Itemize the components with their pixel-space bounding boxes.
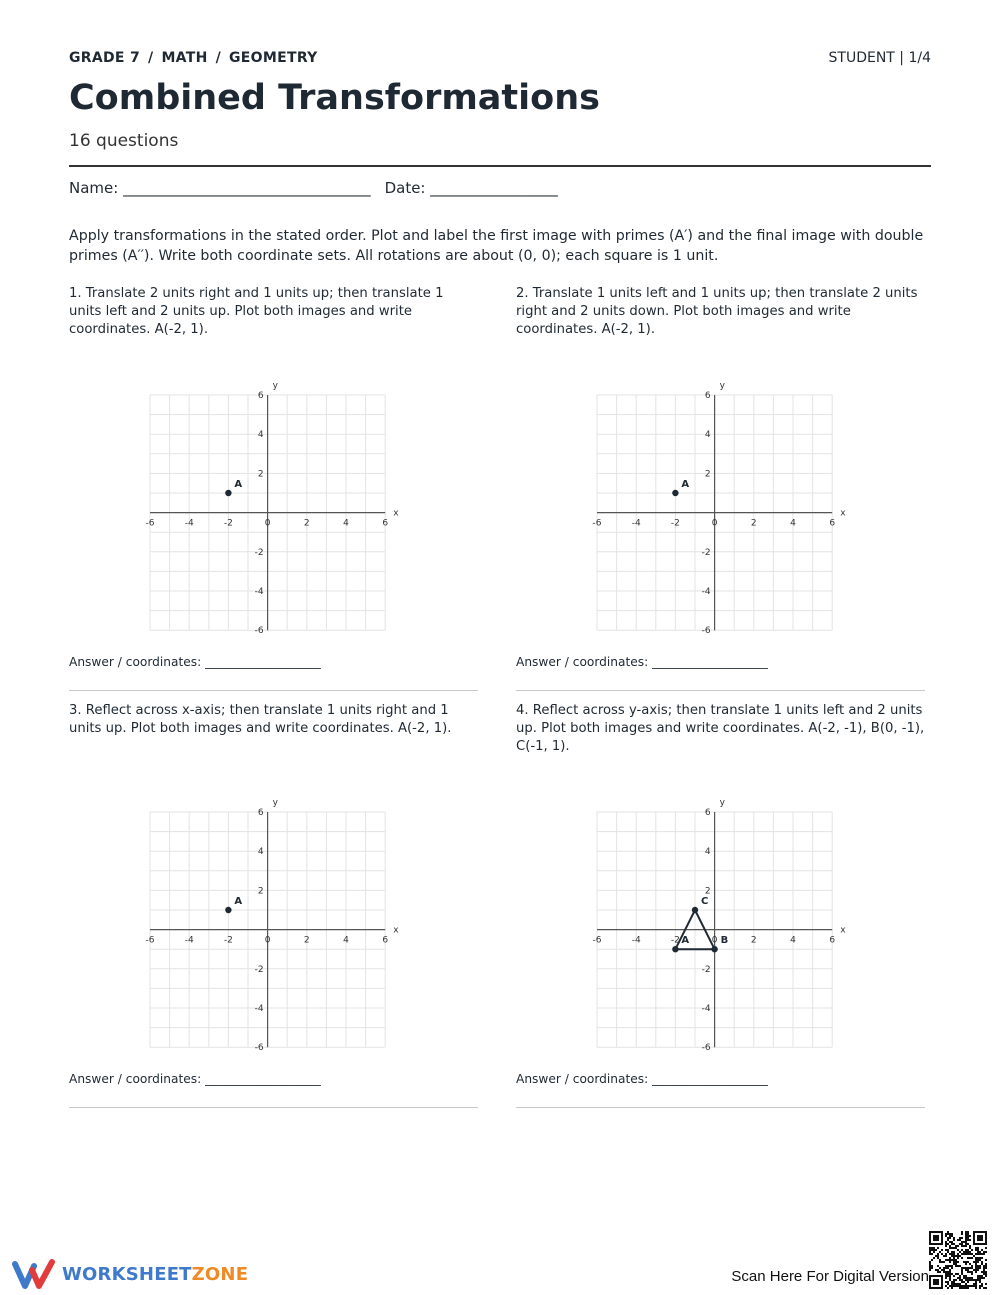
- coordinate-grid[interactable]: [141, 795, 401, 1054]
- y-tick-label: 4: [704, 847, 711, 858]
- breadcrumb-separator: /: [148, 50, 154, 66]
- question-text: 2. Translate 1 units left and 1 units up; then translate 2 units right and 2 units down. Plot both images and write coordinates. A(-2, 1).: [516, 286, 918, 337]
- y-axis-label: y: [719, 381, 725, 391]
- x-tick-label: 2: [303, 518, 310, 529]
- question-text: 1. Translate 2 units right and 1 units up; then translate 1 units left and 2 units up. Plot both images and write coordinates. A(-2, 1).: [69, 286, 444, 337]
- point-label: B: [720, 935, 729, 947]
- y-tick-label: 6: [704, 808, 711, 818]
- y-tick-label: 6: [704, 391, 711, 401]
- page-indicator: STUDENT | 1/4: [828, 50, 931, 66]
- breadcrumb-separator: /: [215, 50, 222, 66]
- x-tick-label: -6: [145, 935, 155, 946]
- question-divider: [69, 1107, 478, 1108]
- x-tick-label: 2: [750, 518, 757, 529]
- scan-caption: Scan Here For Digital Version: [731, 1268, 929, 1285]
- y-tick-label: -4: [254, 587, 264, 597]
- x-tick-label: 0: [711, 935, 718, 946]
- question-1: [69, 285, 479, 669]
- brand-name-part2: ZONE: [191, 1263, 249, 1285]
- y-axis-label: y: [719, 798, 725, 808]
- x-tick-label: -6: [592, 518, 602, 529]
- y-tick-label: 6: [257, 391, 264, 401]
- point-label: A: [234, 896, 243, 907]
- x-tick-label: 6: [382, 935, 389, 946]
- qr-code-icon[interactable]: [929, 1231, 987, 1289]
- x-tick-label: -4: [631, 518, 641, 529]
- x-tick-label: 0: [264, 518, 271, 529]
- x-tick-label: 6: [382, 518, 389, 529]
- x-tick-label: -2: [223, 518, 233, 529]
- y-axis-label: y: [272, 381, 278, 391]
- y-tick-label: -4: [701, 1004, 711, 1014]
- y-tick-label: -2: [701, 547, 711, 558]
- x-tick-label: -6: [145, 518, 155, 529]
- question-count: 16 questions: [69, 131, 179, 151]
- question-3: [69, 702, 479, 1086]
- x-axis-label: x: [393, 925, 399, 936]
- breadcrumb-grade: GRADE 7: [69, 50, 141, 66]
- y-tick-label: -6: [254, 626, 264, 637]
- worksheetzone-logo-icon: [12, 1258, 58, 1290]
- x-tick-label: 2: [303, 935, 310, 946]
- breadcrumb-subject: MATH: [161, 50, 208, 66]
- question-text: 3. Reflect across x-axis; then translate 1 units right and 1 units up. Plot both images and write coordinates. A(-2, 1).: [69, 703, 452, 736]
- y-tick-label: -6: [254, 1043, 264, 1054]
- answer-field[interactable]: Answer / coordinates: ___________________: [516, 655, 768, 669]
- answer-field[interactable]: Answer / coordinates: ___________________: [69, 655, 321, 669]
- point-label: C: [701, 896, 709, 907]
- x-tick-label: 4: [343, 518, 349, 529]
- x-tick-label: -2: [670, 935, 680, 946]
- name-date-row: [69, 179, 558, 197]
- page-header: [69, 50, 931, 66]
- brand-logo[interactable]: [12, 1258, 248, 1290]
- y-tick-label: 2: [257, 469, 264, 480]
- brand-name: [62, 1264, 248, 1285]
- answer-field[interactable]: Answer / coordinates: ___________________: [516, 1072, 768, 1086]
- y-tick-label: -2: [701, 964, 711, 975]
- y-tick-label: 2: [257, 886, 264, 897]
- coordinate-grid[interactable]: [141, 378, 401, 637]
- point-label: A: [681, 479, 690, 490]
- question-divider: [69, 690, 478, 691]
- point-a: [672, 490, 678, 496]
- x-tick-label: 0: [711, 518, 718, 529]
- y-tick-label: -6: [701, 1043, 711, 1054]
- answer-field[interactable]: Answer / coordinates: ___________________: [69, 1072, 321, 1086]
- x-tick-label: 4: [790, 935, 796, 946]
- question-text: 4. Reflect across y-axis; then translate 1 units left and 2 units up. Plot both images and write coordinates. A(-2, -1), B(0, -1), C(-1, 1).: [516, 703, 925, 754]
- y-tick-label: 4: [257, 847, 264, 858]
- x-tick-label: 6: [829, 518, 836, 529]
- y-tick-label: -4: [254, 1004, 264, 1014]
- x-tick-label: -6: [592, 935, 602, 946]
- instructions: Apply transformations in the stated order. Plot and label the first image with primes (A′) and the final image with double primes (A′′). Write both coordinate sets. All rotations are about (0, 0); each square is 1 unit.: [69, 228, 924, 264]
- x-tick-label: -2: [223, 935, 233, 946]
- brand-name-part1: WORKSHEET: [62, 1263, 192, 1285]
- y-tick-label: 6: [257, 808, 264, 818]
- breadcrumb: [69, 50, 318, 66]
- x-tick-label: 6: [829, 935, 836, 946]
- point-c: [692, 907, 698, 913]
- x-axis-label: x: [840, 925, 846, 936]
- question-2: [516, 285, 926, 669]
- page-title: Combined Transformations: [69, 78, 600, 118]
- y-tick-label: -6: [701, 626, 711, 637]
- x-tick-label: -4: [184, 935, 194, 946]
- y-axis-label: y: [272, 798, 278, 808]
- coordinate-grid[interactable]: [588, 378, 848, 637]
- x-axis-label: x: [393, 508, 399, 519]
- point-b: [711, 946, 717, 952]
- breadcrumb-topic: GEOMETRY: [229, 50, 318, 66]
- question-divider: [516, 1107, 925, 1108]
- x-tick-label: 4: [790, 518, 796, 529]
- x-tick-label: 0: [264, 935, 271, 946]
- y-tick-label: -4: [701, 587, 711, 597]
- name-field[interactable]: Name: _________________________________: [69, 179, 371, 197]
- date-field[interactable]: Date: _________________: [384, 179, 558, 197]
- x-tick-label: -2: [670, 518, 680, 529]
- question-divider: [516, 690, 925, 691]
- x-tick-label: 4: [343, 935, 349, 946]
- header-divider: [69, 165, 931, 167]
- point-label: A: [681, 935, 690, 947]
- x-axis-label: x: [840, 508, 846, 519]
- coordinate-grid[interactable]: [588, 795, 848, 1054]
- x-tick-label: 2: [750, 935, 757, 946]
- y-tick-label: 2: [704, 469, 711, 480]
- question-4: [516, 702, 926, 1086]
- point-label: A: [234, 479, 243, 490]
- y-tick-label: -2: [254, 547, 264, 558]
- point-a: [225, 490, 231, 496]
- point-a: [672, 946, 678, 952]
- y-tick-label: 2: [704, 886, 711, 897]
- y-tick-label: 4: [257, 430, 264, 441]
- x-tick-label: -4: [631, 935, 641, 946]
- x-tick-label: -4: [184, 518, 194, 529]
- y-tick-label: 4: [704, 430, 711, 441]
- point-a: [225, 907, 231, 913]
- y-tick-label: -2: [254, 964, 264, 975]
